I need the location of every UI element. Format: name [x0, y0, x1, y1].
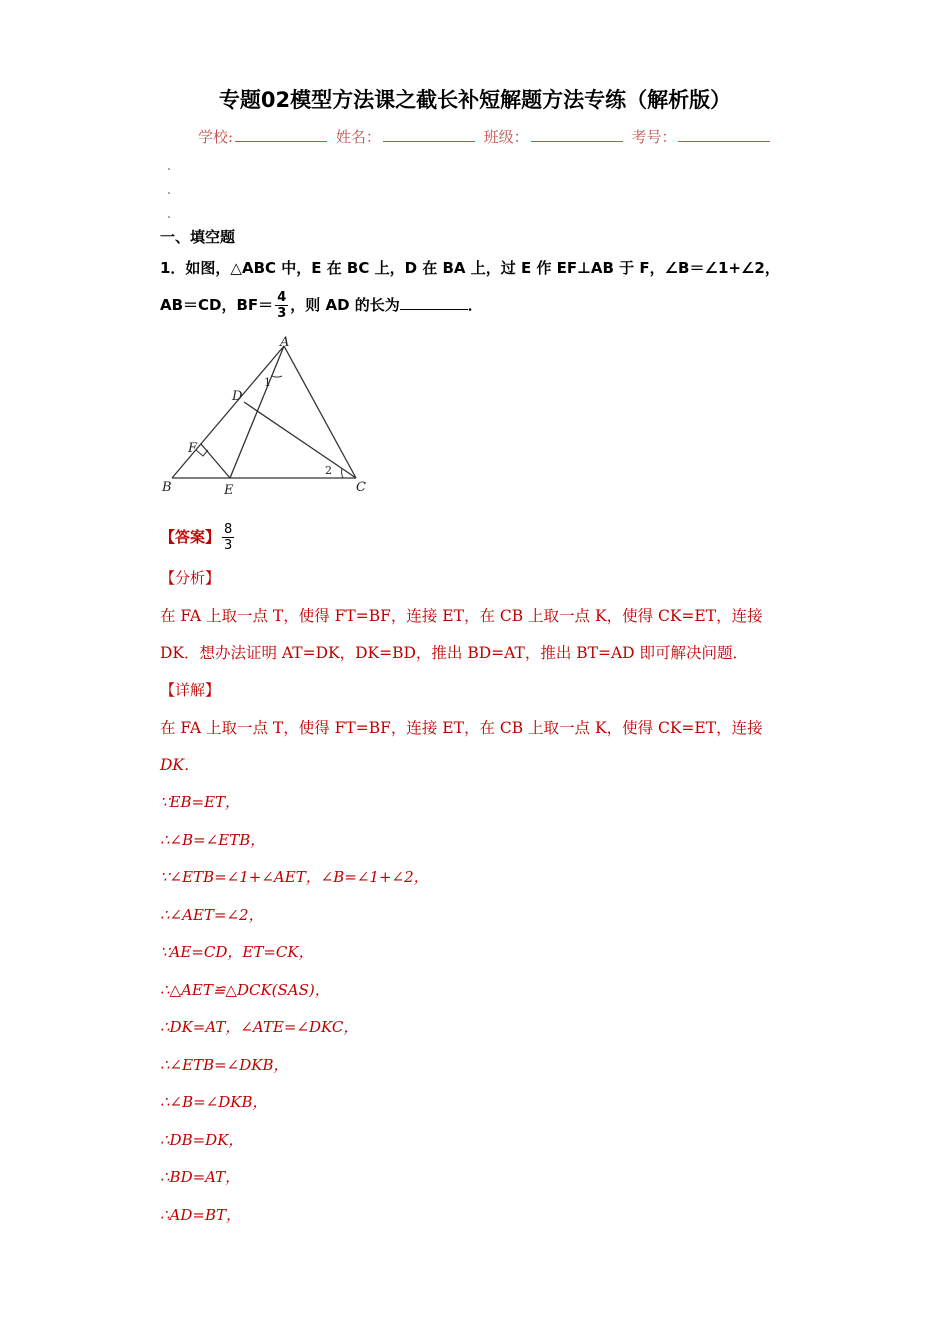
label-e: E: [224, 483, 234, 498]
label-a: A: [280, 335, 290, 350]
name-label: 姓名：: [335, 128, 381, 146]
label-angle-1: 1: [264, 376, 271, 389]
answer-label: 【答案】: [160, 528, 221, 546]
school-label: 学校:: [198, 128, 234, 146]
proof-step: ∵AE=CD，ET=CK，: [160, 943, 314, 961]
detail-label: 【详解】: [160, 681, 221, 699]
detail-line-2: DK．: [160, 756, 200, 774]
triangle-figure: [160, 334, 380, 499]
fraction: [275, 290, 288, 321]
segment-ac: [284, 346, 356, 478]
exam-no-label: 考号：: [631, 128, 677, 146]
label-f: F: [188, 441, 198, 456]
proof-step: ∴∠B=∠DKB，: [160, 1093, 268, 1111]
answer-numerator: 8: [224, 522, 233, 537]
page-title: 专题02模型方法课之截长补短解题方法专练（解析版）: [218, 88, 732, 112]
label-angle-2: 2: [325, 464, 332, 477]
answer-denominator: 3: [224, 538, 233, 553]
proof-step: ∴DK=AT，∠ATE=∠DKC，: [160, 1018, 359, 1036]
question-text: ，则 AD 的长为: [290, 296, 400, 314]
answer-fraction: [222, 522, 234, 553]
paragraph-mark: [168, 216, 170, 218]
fraction-denominator: 3: [277, 306, 287, 321]
segment-ef: [201, 444, 230, 478]
segment-ba: [172, 346, 284, 478]
class-label: 班级：: [483, 128, 529, 146]
section-heading: 一、填空题: [160, 228, 236, 246]
detail-line-1: 在 FA 上取一点 T，使得 FT=BF，连接 ET，在 CB 上取一点 K，使得 CK=ET，连接: [160, 719, 763, 737]
exam-no-blank: [678, 127, 770, 142]
class-blank: [531, 127, 623, 142]
proof-step: ∴△AET≌△DCK(SAS)，: [160, 981, 330, 999]
proof-step: ∴DB=DK，: [160, 1131, 244, 1149]
proof-step: ∵EB=ET，: [160, 793, 241, 811]
student-info-line: [198, 126, 774, 147]
label-c: C: [356, 480, 366, 495]
proof-step: ∴∠ETB=∠DKB，: [160, 1056, 289, 1074]
proof-step: ∵∠ETB=∠1+∠AET，∠B=∠1+∠2，: [160, 868, 429, 886]
segment-dc: [244, 402, 356, 478]
paragraph-mark: [168, 168, 170, 170]
answer-row: [160, 522, 236, 553]
analysis-line-1: 在 FA 上取一点 T，使得 FT=BF，连接 ET，在 CB 上取一点 K，使得 CK=ET，连接: [160, 607, 763, 625]
fraction-numerator: 4: [277, 290, 287, 305]
angle-1-arc: [272, 376, 282, 377]
label-b: B: [162, 480, 172, 495]
analysis-label: 【分析】: [160, 569, 221, 587]
analysis-line-2: DK．想办法证明 AT=DK，DK=BD，推出 BD=AT，推出 BT=AD 即可解决问题．: [160, 644, 749, 662]
school-blank: [235, 127, 327, 142]
proof-step: ∴∠AET=∠2，: [160, 906, 264, 924]
proof-step: ∴∠B=∠ETB，: [160, 831, 266, 849]
segment-ae: [230, 346, 284, 478]
question-text: ．: [467, 296, 483, 314]
question-line-1: 1．如图，△ABC 中，E 在 BC 上，D 在 BA 上，过 E 作 EF⊥AB 于 F，∠B＝∠1+∠2，: [160, 259, 780, 277]
name-blank: [383, 127, 475, 142]
proof-step: ∴AD=BT，: [160, 1206, 241, 1224]
question-text: AB＝CD，BF＝: [160, 296, 274, 314]
proof-step: ∴BD=AT，: [160, 1168, 241, 1186]
answer-blank: [400, 295, 468, 310]
paragraph-mark: [168, 192, 170, 194]
question-line-2: [160, 290, 483, 321]
label-d: D: [232, 389, 243, 404]
